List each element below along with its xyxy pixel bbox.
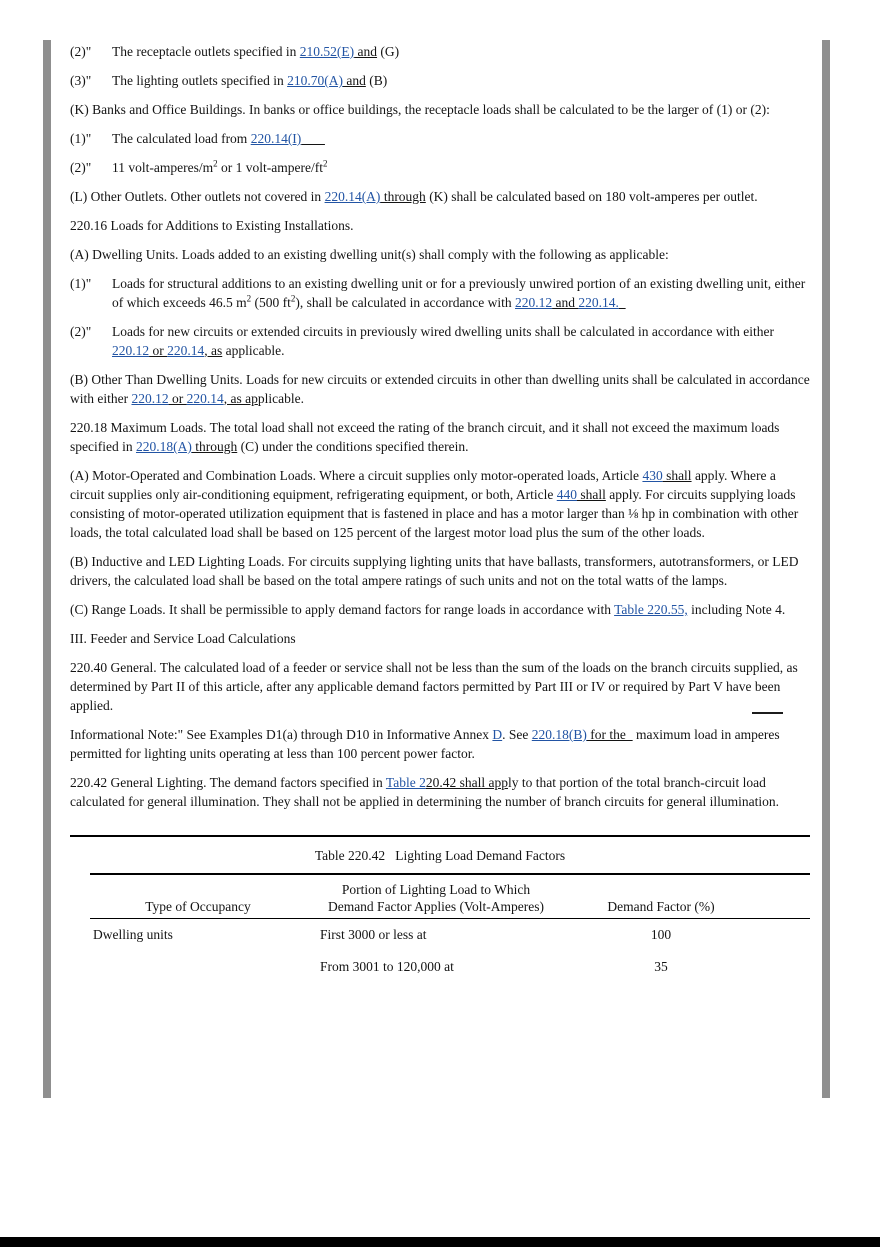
text-run: (B) Other Than Dwelling Units. Loads for new circuits or extended circuits in other than dwelling units shall be calculated in accordance with either xyxy=(70,372,810,406)
text-run: applicable. xyxy=(222,343,285,358)
document-page xyxy=(70,42,810,983)
superscript: 2 xyxy=(213,158,218,169)
paragraph xyxy=(70,466,810,542)
underlined-text: , as ap xyxy=(223,391,258,406)
text-run: 220.42 General Lighting. The demand factors specified in xyxy=(70,775,386,790)
text-run: 220.16 Loads for Additions to Existing Installations. xyxy=(70,218,354,233)
section-ref-link[interactable]: Table 2 xyxy=(385,775,426,790)
paragraph xyxy=(70,658,810,715)
left-page-edge-bar[interactable] xyxy=(43,40,51,1098)
paragraph xyxy=(70,370,810,408)
section-ref-link[interactable]: 220.12 xyxy=(515,295,553,310)
section-ref-link[interactable]: 440 xyxy=(556,487,577,502)
section-ref-link[interactable]: 220.12 xyxy=(112,343,150,358)
section-ref-link[interactable]: 220.14 xyxy=(167,343,205,358)
section-ref-link[interactable]: 210.52(E) xyxy=(299,44,355,59)
underlined-text xyxy=(619,295,626,310)
section-ref-link[interactable]: 220.18(A) xyxy=(135,439,192,454)
text-run: The calculated load from xyxy=(112,131,251,146)
text-run: apply. For circuits supplying loads consisting of motor-operated utilization equipment that is fastened in place and has a motor larger than ⅛ hp in combination with other loads, the total calculated load shall be based on 125 percent of the largest motor load plus the sum of the other loads. xyxy=(70,487,799,540)
underlined-text: or xyxy=(149,343,168,358)
paragraph xyxy=(70,187,810,206)
list-item-text xyxy=(112,71,810,90)
section-ref-link[interactable]: 220.18(B) xyxy=(531,727,587,742)
text-run: (C) under the conditions specified therein. xyxy=(237,439,469,454)
text-run: III. Feeder and Service Load Calculations xyxy=(70,631,296,646)
section-ref-link[interactable]: 220.14(A) xyxy=(324,189,381,204)
list-item-text xyxy=(112,274,810,312)
underlined-text: and xyxy=(552,295,579,310)
numbered-list-item xyxy=(70,158,810,177)
text-run: Informational Note:" See Examples D1(a) through D10 in Informative Annex xyxy=(70,727,493,742)
text-run: The lighting outlets specified in xyxy=(112,73,288,88)
text-run: 220.18 Maximum Loads. The total load shall not exceed the rating of the branch circuit, and it shall not exceed the maximum loads specified in xyxy=(70,420,780,454)
text-run: plicable. xyxy=(257,391,304,406)
section-ref-link[interactable]: 220.14. xyxy=(578,295,619,310)
paragraph xyxy=(70,418,810,456)
table-cell-c3: 100 xyxy=(650,927,672,942)
table-row xyxy=(90,919,810,951)
paragraph xyxy=(70,600,810,619)
section-ref-link[interactable]: D xyxy=(492,727,503,742)
text-run: ly to that portion of the total branch-circuit load calculated for general illumination. They shall not be applied in determining the number of branch circuits for general illumination. xyxy=(70,775,780,809)
list-item-text xyxy=(112,42,810,61)
list-item-text xyxy=(112,322,810,360)
list-item-marker: (2)" xyxy=(70,160,92,175)
list-item-marker: (1)" xyxy=(70,131,92,146)
underlined-text: shall xyxy=(662,468,692,483)
revision-mark xyxy=(752,712,783,714)
list-item-marker: (1)" xyxy=(70,276,92,291)
column-header-type-of-occupancy: Type of Occupancy xyxy=(145,898,251,914)
paragraph xyxy=(70,245,810,264)
text-run: (K) Banks and Office Buildings. In banks or office buildings, the receptacle loads shall be calculated to be the larger of (1) or (2): xyxy=(70,102,770,117)
right-page-edge-bar[interactable] xyxy=(822,40,830,1098)
underlined-text: for the xyxy=(586,727,633,742)
paragraph xyxy=(70,216,810,235)
document-body xyxy=(70,42,810,811)
text-run: (G) xyxy=(377,44,400,59)
column-header-portion-line2: Demand Factor Applies (Volt-Amperes) xyxy=(327,898,545,914)
list-item-text xyxy=(112,129,810,148)
paragraph xyxy=(70,773,810,811)
text-run: ), shall be calculated in accordance with xyxy=(295,295,515,310)
paragraph xyxy=(70,725,810,763)
paragraph xyxy=(70,100,810,119)
text-run: (K) shall be calculated based on 180 volt-amperes per outlet. xyxy=(425,189,758,204)
text-run: including Note 4. xyxy=(687,602,786,617)
underlined-text xyxy=(301,131,325,146)
table-cell-c2: From 3001 to 120,000 at xyxy=(320,959,454,974)
viewer-bottom-bar xyxy=(0,1237,880,1247)
paragraph xyxy=(70,629,810,648)
superscript: 2 xyxy=(246,293,252,304)
paragraph xyxy=(70,552,810,590)
superscript: 2 xyxy=(322,158,328,169)
text-run: (B) Inductive and LED Lighting Loads. For circuits supplying lighting units that have ballasts, transformers, autotransformers, or LED drivers, the calculated load shall be based on the total ampere ratings of such units and not on the total watts of the lamps. xyxy=(70,554,799,588)
table-top-rule xyxy=(70,835,810,837)
text-run: (C) Range Loads. It shall be permissible to apply demand factors for range loads in accordance with xyxy=(70,602,615,617)
text-run: . See xyxy=(502,727,532,742)
section-ref-link[interactable]: 220.12 xyxy=(131,391,169,406)
underlined-text: shall xyxy=(576,487,606,502)
list-item-text xyxy=(112,158,810,177)
table-header-row xyxy=(90,875,810,918)
lighting-load-demand-factors-table xyxy=(70,835,810,983)
text-run: Loads for new circuits or extended circuits in previously wired dwelling units shall be calculated in accordance with either xyxy=(112,324,775,339)
text-run: The receptacle outlets specified in xyxy=(112,44,300,59)
list-item-marker: (2)" xyxy=(70,324,92,339)
section-ref-link[interactable]: 220.14(I) xyxy=(250,131,302,146)
table-cell-c1 xyxy=(90,957,306,976)
table-cell-c2: First 3000 or less at xyxy=(320,927,427,942)
section-ref-link[interactable]: 210.70(A) xyxy=(287,73,343,88)
table-inner xyxy=(90,873,810,983)
text-run: (B) xyxy=(365,73,388,88)
table-cell-c1: Dwelling units xyxy=(93,927,173,942)
text-run: or 1 volt-ampere/ft xyxy=(217,160,323,175)
column-header-portion-line1: Portion of Lighting Load to Which xyxy=(341,881,531,897)
table-cell-c3: 35 xyxy=(654,959,668,974)
text-run: (L) Other Outlets. Other outlets not covered in xyxy=(70,189,325,204)
text-run: 11 volt-amperes/m xyxy=(112,160,214,175)
numbered-list-item xyxy=(70,42,810,61)
superscript: 2 xyxy=(290,293,296,304)
text-run: maximum load in amperes permitted for lighting units operating at less than 100 percent power factor. xyxy=(70,727,780,761)
underlined-text: and xyxy=(342,73,366,88)
list-item-marker: (2)" xyxy=(70,44,92,59)
underlined-text: and xyxy=(354,44,378,59)
text-run: apply. Where a circuit supplies only air-conditioning equipment, refrigerating equipment, or both, Article xyxy=(70,468,776,502)
numbered-list-item xyxy=(70,71,810,90)
underlined-text: through xyxy=(191,439,238,454)
text-run: (500 ft xyxy=(251,295,291,310)
numbered-list-item xyxy=(70,129,810,148)
column-header-demand-factor: Demand Factor (%) xyxy=(607,898,715,914)
list-item-marker: (3)" xyxy=(70,73,92,88)
text-run: Loads for structural additions to an existing dwelling unit or for a previously unwired portion of an existing dwelling unit, either of which exceeds 46.5 m xyxy=(112,276,806,310)
text-run: (A) Motor-Operated and Combination Loads. Where a circuit supplies only motor-operated loads, Article xyxy=(70,468,643,483)
column-header-portion xyxy=(306,881,566,915)
numbered-list-item xyxy=(70,274,810,312)
section-ref-link[interactable]: Table 220.55, xyxy=(614,602,688,617)
section-ref-link[interactable]: 220.14 xyxy=(186,391,224,406)
underlined-text: 20.42 shall app xyxy=(425,775,508,790)
section-ref-link[interactable]: 430 xyxy=(642,468,663,483)
table-title: Table 220.42 Lighting Load Demand Factors xyxy=(314,848,566,863)
text-run: 220.40 General. The calculated load of a feeder or service shall not be less than the sum of the loads on the branch circuits supplied, as determined by Part II of this article, after any applicable demand factors permitted by Part III or IV or required by Part V have been applied. xyxy=(70,660,798,713)
table-body xyxy=(90,919,810,983)
underlined-text: , as xyxy=(204,343,223,358)
underlined-text: through xyxy=(380,189,426,204)
underlined-text: or xyxy=(168,391,187,406)
numbered-list-item xyxy=(70,322,810,360)
table-row xyxy=(90,951,810,983)
text-run: (A) Dwelling Units. Loads added to an existing dwelling unit(s) shall comply with the following as applicable: xyxy=(70,247,669,262)
